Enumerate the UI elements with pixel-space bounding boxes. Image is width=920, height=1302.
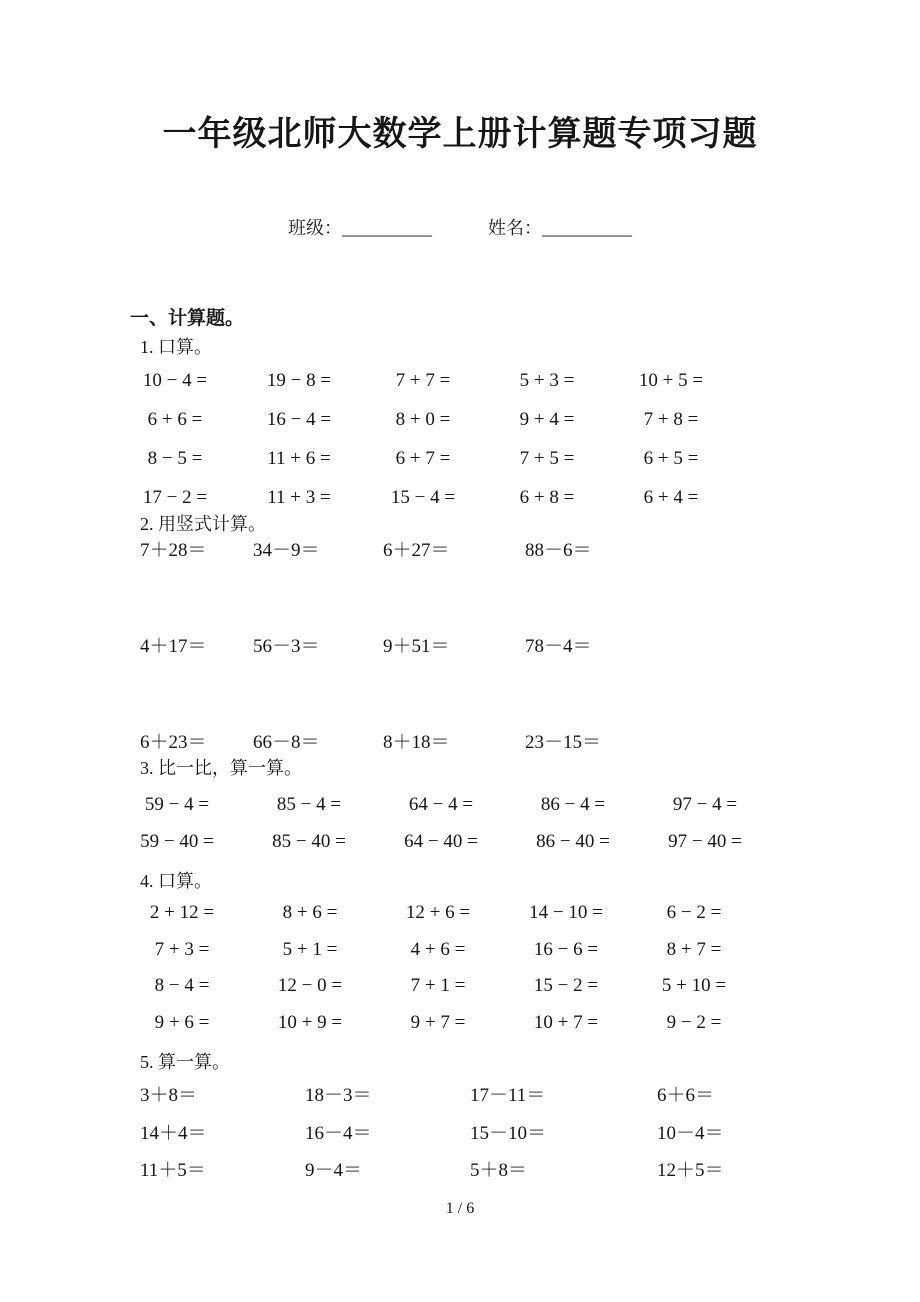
math-expression: 66－8＝ [253, 732, 320, 753]
problem-grid-oral-2 [118, 895, 758, 1041]
math-expression: 17－11＝ [470, 1085, 546, 1107]
math-expression: 11 + 3 = [267, 486, 331, 508]
math-expression: 9 + 6 = [154, 1012, 210, 1034]
page-title: 一年级北师大数学上册计算题专项习题 [162, 115, 758, 153]
math-expression: 6 − 2 = [666, 902, 722, 924]
math-expression: 6 + 8 = [519, 486, 575, 508]
math-expression: 7 + 1 = [410, 975, 466, 997]
math-expression: 8 − 5 = [147, 447, 203, 469]
problem-row [111, 786, 771, 824]
math-expression: 16 − 4 = [266, 408, 332, 430]
math-expression: 88－6＝ [525, 540, 592, 561]
math-expression: 11 + 6 = [267, 447, 331, 469]
math-expression: 8 + 6 = [282, 902, 338, 924]
name-label: 姓名： [488, 218, 542, 238]
math-expression: 6＋23＝ [140, 732, 207, 753]
problem-grid-compare [111, 786, 771, 861]
problem-row [113, 400, 733, 439]
section-heading: 一、计算题。 [130, 308, 245, 329]
math-expression: 6＋6＝ [657, 1085, 715, 1107]
math-expression: 85 − 4 = [276, 793, 342, 815]
math-expression: 5 + 3 = [519, 369, 575, 391]
student-info-line [0, 214, 920, 240]
subsection-label-4: 4. 口算。 [140, 871, 212, 891]
math-expression: 19 − 8 = [266, 369, 332, 391]
math-expression: 8 + 7 = [666, 938, 722, 960]
problem-row [140, 1113, 787, 1151]
math-expression: 6 + 4 = [643, 486, 699, 508]
math-expression: 78－4＝ [525, 636, 592, 657]
math-expression: 17 − 2 = [142, 486, 208, 508]
subsection-label-2: 2. 用竖式计算。 [140, 514, 266, 534]
math-expression: 7 + 5 = [519, 447, 575, 469]
math-expression: 64 − 4 = [408, 793, 474, 815]
math-expression: 4 + 6 = [410, 938, 466, 960]
math-expression: 15－10＝ [470, 1122, 547, 1144]
math-expression: 8 − 4 = [154, 975, 210, 997]
math-expression: 7 + 8 = [643, 408, 699, 430]
math-expression: 6 + 5 = [643, 447, 699, 469]
math-expression: 16－4＝ [305, 1122, 372, 1144]
math-expression: 12 + 6 = [405, 902, 471, 924]
math-expression: 9 − 2 = [666, 1012, 722, 1034]
math-expression: 85 − 40 = [272, 831, 346, 853]
math-expression: 97 − 40 = [668, 831, 742, 853]
class-label: 班级： [288, 218, 342, 238]
math-expression: 6 + 6 = [147, 408, 203, 430]
problem-row [118, 968, 758, 1005]
math-expression: 10 − 4 = [142, 369, 208, 391]
math-expression: 5 + 10 = [661, 975, 727, 997]
problem-row [140, 631, 655, 727]
math-expression: 8 + 0 = [395, 408, 451, 430]
math-expression: 15 − 4 = [390, 486, 456, 508]
problem-row [118, 895, 758, 932]
math-expression: 59 − 40 = [140, 831, 214, 853]
math-expression: 9＋51＝ [383, 636, 450, 657]
problem-row [118, 932, 758, 969]
math-expression: 9－4＝ [305, 1160, 363, 1182]
problem-row [140, 1150, 787, 1188]
class-field [288, 214, 432, 240]
math-expression: 23－15＝ [525, 732, 602, 753]
math-expression: 7 + 7 = [395, 369, 451, 391]
math-expression: 2 + 12 = [149, 902, 215, 924]
problem-row [118, 1005, 758, 1042]
math-expression: 18－3＝ [305, 1085, 372, 1107]
math-expression: 64 − 40 = [404, 831, 478, 853]
problem-grid-calculate [140, 1075, 787, 1188]
math-expression: 86 − 40 = [536, 831, 610, 853]
math-expression: 7 + 3 = [154, 938, 210, 960]
math-expression: 12 − 0 = [277, 975, 343, 997]
math-expression: 97 − 4 = [672, 793, 738, 815]
math-expression: 4＋17＝ [140, 636, 207, 657]
math-expression: 34－9＝ [253, 540, 320, 561]
math-expression: 56－3＝ [253, 636, 320, 657]
math-expression: 12＋5＝ [657, 1160, 724, 1182]
math-expression: 16 − 6 = [533, 938, 599, 960]
math-expression: 14＋4＝ [140, 1122, 207, 1144]
math-expression: 86 − 4 = [540, 793, 606, 815]
math-expression: 14 − 10 = [529, 902, 603, 924]
math-expression: 6＋27＝ [383, 540, 450, 561]
name-blank-line: __________ [542, 218, 632, 238]
math-expression: 10 + 5 = [638, 369, 704, 391]
math-expression: 6 + 7 = [395, 447, 451, 469]
subsection-label-3: 3. 比一比，算一算。 [140, 758, 302, 778]
subsection-label-1: 1. 口算。 [140, 337, 212, 357]
name-field [488, 214, 632, 240]
math-expression: 8＋18＝ [383, 732, 450, 753]
subsection-label-5: 5. 算一算。 [140, 1052, 230, 1072]
math-expression: 7＋28＝ [140, 540, 207, 561]
page-number: 1 / 6 [445, 1200, 475, 1217]
math-expression: 10 + 7 = [533, 1012, 599, 1034]
math-expression: 9 + 4 = [519, 408, 575, 430]
problem-row [113, 361, 733, 400]
math-expression: 3＋8＝ [140, 1085, 198, 1107]
math-expression: 11＋5＝ [140, 1160, 206, 1182]
problem-row [111, 824, 771, 862]
math-expression: 5 + 1 = [282, 938, 338, 960]
math-expression: 10 + 9 = [277, 1012, 343, 1034]
problem-grid-oral-1 [113, 361, 733, 517]
math-expression: 10－4＝ [657, 1122, 724, 1144]
math-expression: 5＋8＝ [470, 1160, 528, 1182]
math-expression: 9 + 7 = [410, 1012, 466, 1034]
problem-row [140, 535, 655, 631]
math-expression: 15 − 2 = [533, 975, 599, 997]
problem-row [113, 439, 733, 478]
class-blank-line: __________ [342, 218, 432, 238]
problem-row [140, 1075, 787, 1113]
math-expression: 59 − 4 = [144, 793, 210, 815]
